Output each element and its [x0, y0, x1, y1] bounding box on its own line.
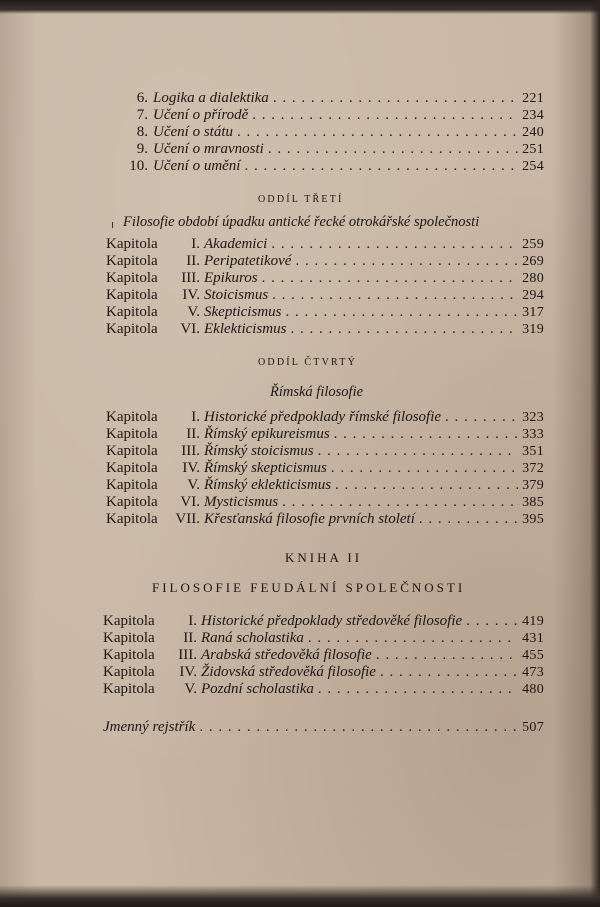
chapter-number: IV. — [182, 287, 200, 303]
entry-number: 10. — [129, 158, 148, 174]
dot-leader — [466, 612, 518, 630]
chapter-page: 317 — [522, 305, 544, 320]
chapter-page: 269 — [522, 254, 544, 269]
dot-leader — [272, 286, 518, 304]
chapter-label: Kapitola — [106, 409, 158, 425]
toc-entry — [126, 106, 544, 124]
entry-page: 254 — [522, 159, 544, 174]
dot-leader — [419, 510, 518, 528]
chapter-page: 351 — [522, 444, 544, 459]
toc-index-entry — [103, 718, 544, 736]
chapter-label: Kapitola — [106, 321, 158, 337]
chapter-label: Kapitola — [106, 511, 158, 527]
toc-chapter — [106, 476, 544, 494]
chapter-number: V. — [184, 681, 197, 697]
entry-page: 251 — [522, 142, 544, 157]
chapter-page: 372 — [522, 461, 544, 476]
chapter-label: Kapitola — [103, 664, 155, 680]
dot-leader — [295, 252, 518, 270]
entry-title: Logika a dialektika — [153, 90, 269, 106]
chapter-number: I. — [191, 409, 200, 425]
page-right-shadow — [590, 0, 600, 907]
chapter-title: Historické předpoklady římské filosofie — [204, 409, 442, 425]
entry-title: Učení o přírodě — [153, 107, 249, 123]
margin-mark — [112, 222, 113, 228]
chapter-title: Peripatetikové — [204, 253, 292, 269]
chapter-title: Raná scholastika — [201, 630, 304, 646]
toc-chapter — [106, 442, 544, 460]
chapter-number: V. — [187, 477, 200, 493]
dot-leader — [252, 106, 518, 124]
chapter-number: V. — [187, 304, 200, 320]
toc-chapter — [103, 663, 544, 681]
chapter-page: 473 — [522, 665, 544, 680]
dot-leader — [199, 718, 518, 736]
chapter-title: Židovská středověká filosofie — [201, 664, 376, 680]
toc-chapter — [106, 425, 544, 443]
toc-chapter — [106, 510, 544, 528]
dot-leader — [331, 459, 518, 477]
chapter-number: VI. — [180, 494, 200, 510]
chapter-page: 294 — [522, 288, 544, 303]
section-heading: ODDÍL TŘETÍ — [258, 194, 344, 205]
dot-leader — [282, 493, 518, 511]
entry-page: 221 — [522, 91, 544, 106]
dot-leader — [318, 442, 519, 460]
chapter-label: Kapitola — [103, 647, 155, 663]
dot-leader — [335, 476, 518, 494]
chapter-page: 385 — [522, 495, 544, 510]
toc-chapter — [103, 629, 544, 647]
index-page: 507 — [522, 720, 544, 735]
chapter-page: 419 — [522, 614, 544, 629]
toc-chapter — [106, 303, 544, 321]
chapter-label: Kapitola — [106, 287, 158, 303]
chapter-page: 431 — [522, 631, 544, 646]
entry-page: 240 — [522, 125, 544, 140]
chapter-number: I. — [191, 236, 200, 252]
entry-page: 234 — [522, 108, 544, 123]
chapter-label: Kapitola — [106, 443, 158, 459]
toc-entry — [126, 123, 544, 141]
chapter-page: 323 — [522, 410, 544, 425]
dot-leader — [273, 89, 518, 107]
chapter-number: III. — [181, 443, 200, 459]
chapter-page: 259 — [522, 237, 544, 252]
chapter-number: II. — [186, 253, 200, 269]
chapter-title: Římský skepticismus — [204, 460, 327, 476]
dot-leader — [271, 235, 518, 253]
chapter-number: VI. — [180, 321, 200, 337]
dot-leader — [380, 663, 518, 681]
chapter-title: Akademici — [204, 236, 268, 252]
toc-chapter — [103, 646, 544, 664]
chapter-label: Kapitola — [106, 270, 158, 286]
chapter-title: Římský stoicismus — [204, 443, 314, 459]
entry-number: 6. — [136, 90, 148, 106]
chapter-title: Římský eklekticismus — [204, 477, 332, 493]
chapter-title: Stoicismus — [204, 287, 269, 303]
chapter-number: II. — [186, 426, 200, 442]
chapter-page: 395 — [522, 512, 544, 527]
chapter-label: Kapitola — [103, 630, 155, 646]
chapter-number: III. — [181, 270, 200, 286]
toc-chapter — [106, 320, 544, 338]
chapter-number: IV. — [179, 664, 197, 680]
toc-chapter — [106, 269, 544, 287]
page-bottom-shadow — [0, 885, 600, 907]
chapter-page: 379 — [522, 478, 544, 493]
chapter-label: Kapitola — [103, 681, 155, 697]
chapter-label: Kapitola — [106, 304, 158, 320]
book-subtitle: FILOSOFIE FEUDÁLNÍ SPOLEČNOSTI — [152, 580, 466, 595]
dot-leader — [237, 123, 518, 141]
entry-title: Učení o umění — [153, 158, 241, 174]
dot-leader — [290, 320, 518, 338]
toc-chapter — [106, 459, 544, 477]
chapter-title: Epikuros — [204, 270, 258, 286]
chapter-number: III. — [178, 647, 197, 663]
entry-number: 9. — [136, 141, 148, 157]
chapter-label: Kapitola — [106, 477, 158, 493]
chapter-title: Římský epikureismus — [204, 426, 330, 442]
section-subtitle: Filosofie období úpadku antické řecké otrokářské společnosti — [123, 214, 480, 230]
chapter-label: Kapitola — [106, 426, 158, 442]
dot-leader — [445, 408, 518, 426]
chapter-title: Skepticismus — [204, 304, 282, 320]
entry-title: Učení o mravnosti — [153, 141, 264, 157]
chapter-number: IV. — [182, 460, 200, 476]
toc-chapter — [106, 286, 544, 304]
dot-leader — [308, 629, 518, 647]
index-title: Jmenný rejstřík — [103, 719, 196, 735]
chapter-title: Eklekticismus — [204, 321, 287, 337]
chapter-title: Křesťanská filosofie prvních století — [204, 511, 415, 527]
chapter-title: Arabská středověká filosofie — [201, 647, 372, 663]
dot-leader — [376, 646, 518, 664]
chapter-label: Kapitola — [106, 460, 158, 476]
entry-title: Učení o státu — [153, 124, 233, 140]
dot-leader — [318, 680, 518, 698]
chapter-number: VII. — [175, 511, 200, 527]
toc-chapter — [106, 235, 544, 253]
toc-chapter — [106, 408, 544, 426]
toc-chapter — [106, 493, 544, 511]
chapter-title: Pozdní scholastika — [201, 681, 314, 697]
chapter-page: 319 — [522, 322, 544, 337]
chapter-label: Kapitola — [106, 236, 158, 252]
chapter-number: I. — [188, 613, 197, 629]
chapter-label: Kapitola — [103, 613, 155, 629]
dot-leader — [285, 303, 518, 321]
chapter-page: 280 — [522, 271, 544, 286]
chapter-title: Historické předpoklady středověké filosofie — [201, 613, 463, 629]
chapter-page: 480 — [522, 682, 544, 697]
chapter-label: Kapitola — [106, 253, 158, 269]
chapter-label: Kapitola — [106, 494, 158, 510]
toc-chapter — [103, 612, 544, 630]
dot-leader — [262, 269, 518, 287]
toc-chapter — [106, 252, 544, 270]
toc-entry — [126, 89, 544, 107]
entry-number: 8. — [136, 124, 148, 140]
section-heading: ODDÍL ČTVRTÝ — [258, 357, 358, 368]
entry-number: 7. — [136, 107, 148, 123]
dot-leader — [244, 157, 518, 175]
dot-leader — [334, 425, 518, 443]
chapter-page: 333 — [522, 427, 544, 442]
toc-chapter — [103, 680, 544, 698]
chapter-number: II. — [183, 630, 197, 646]
page-top-shadow — [0, 0, 600, 14]
book-heading: KNIHA II — [285, 550, 363, 565]
chapter-title: Mysticismus — [204, 494, 279, 510]
section-subtitle: Římská filosofie — [270, 384, 364, 400]
dot-leader — [268, 140, 518, 158]
toc-entry — [126, 140, 544, 158]
toc-entry — [126, 157, 544, 175]
chapter-page: 455 — [522, 648, 544, 663]
